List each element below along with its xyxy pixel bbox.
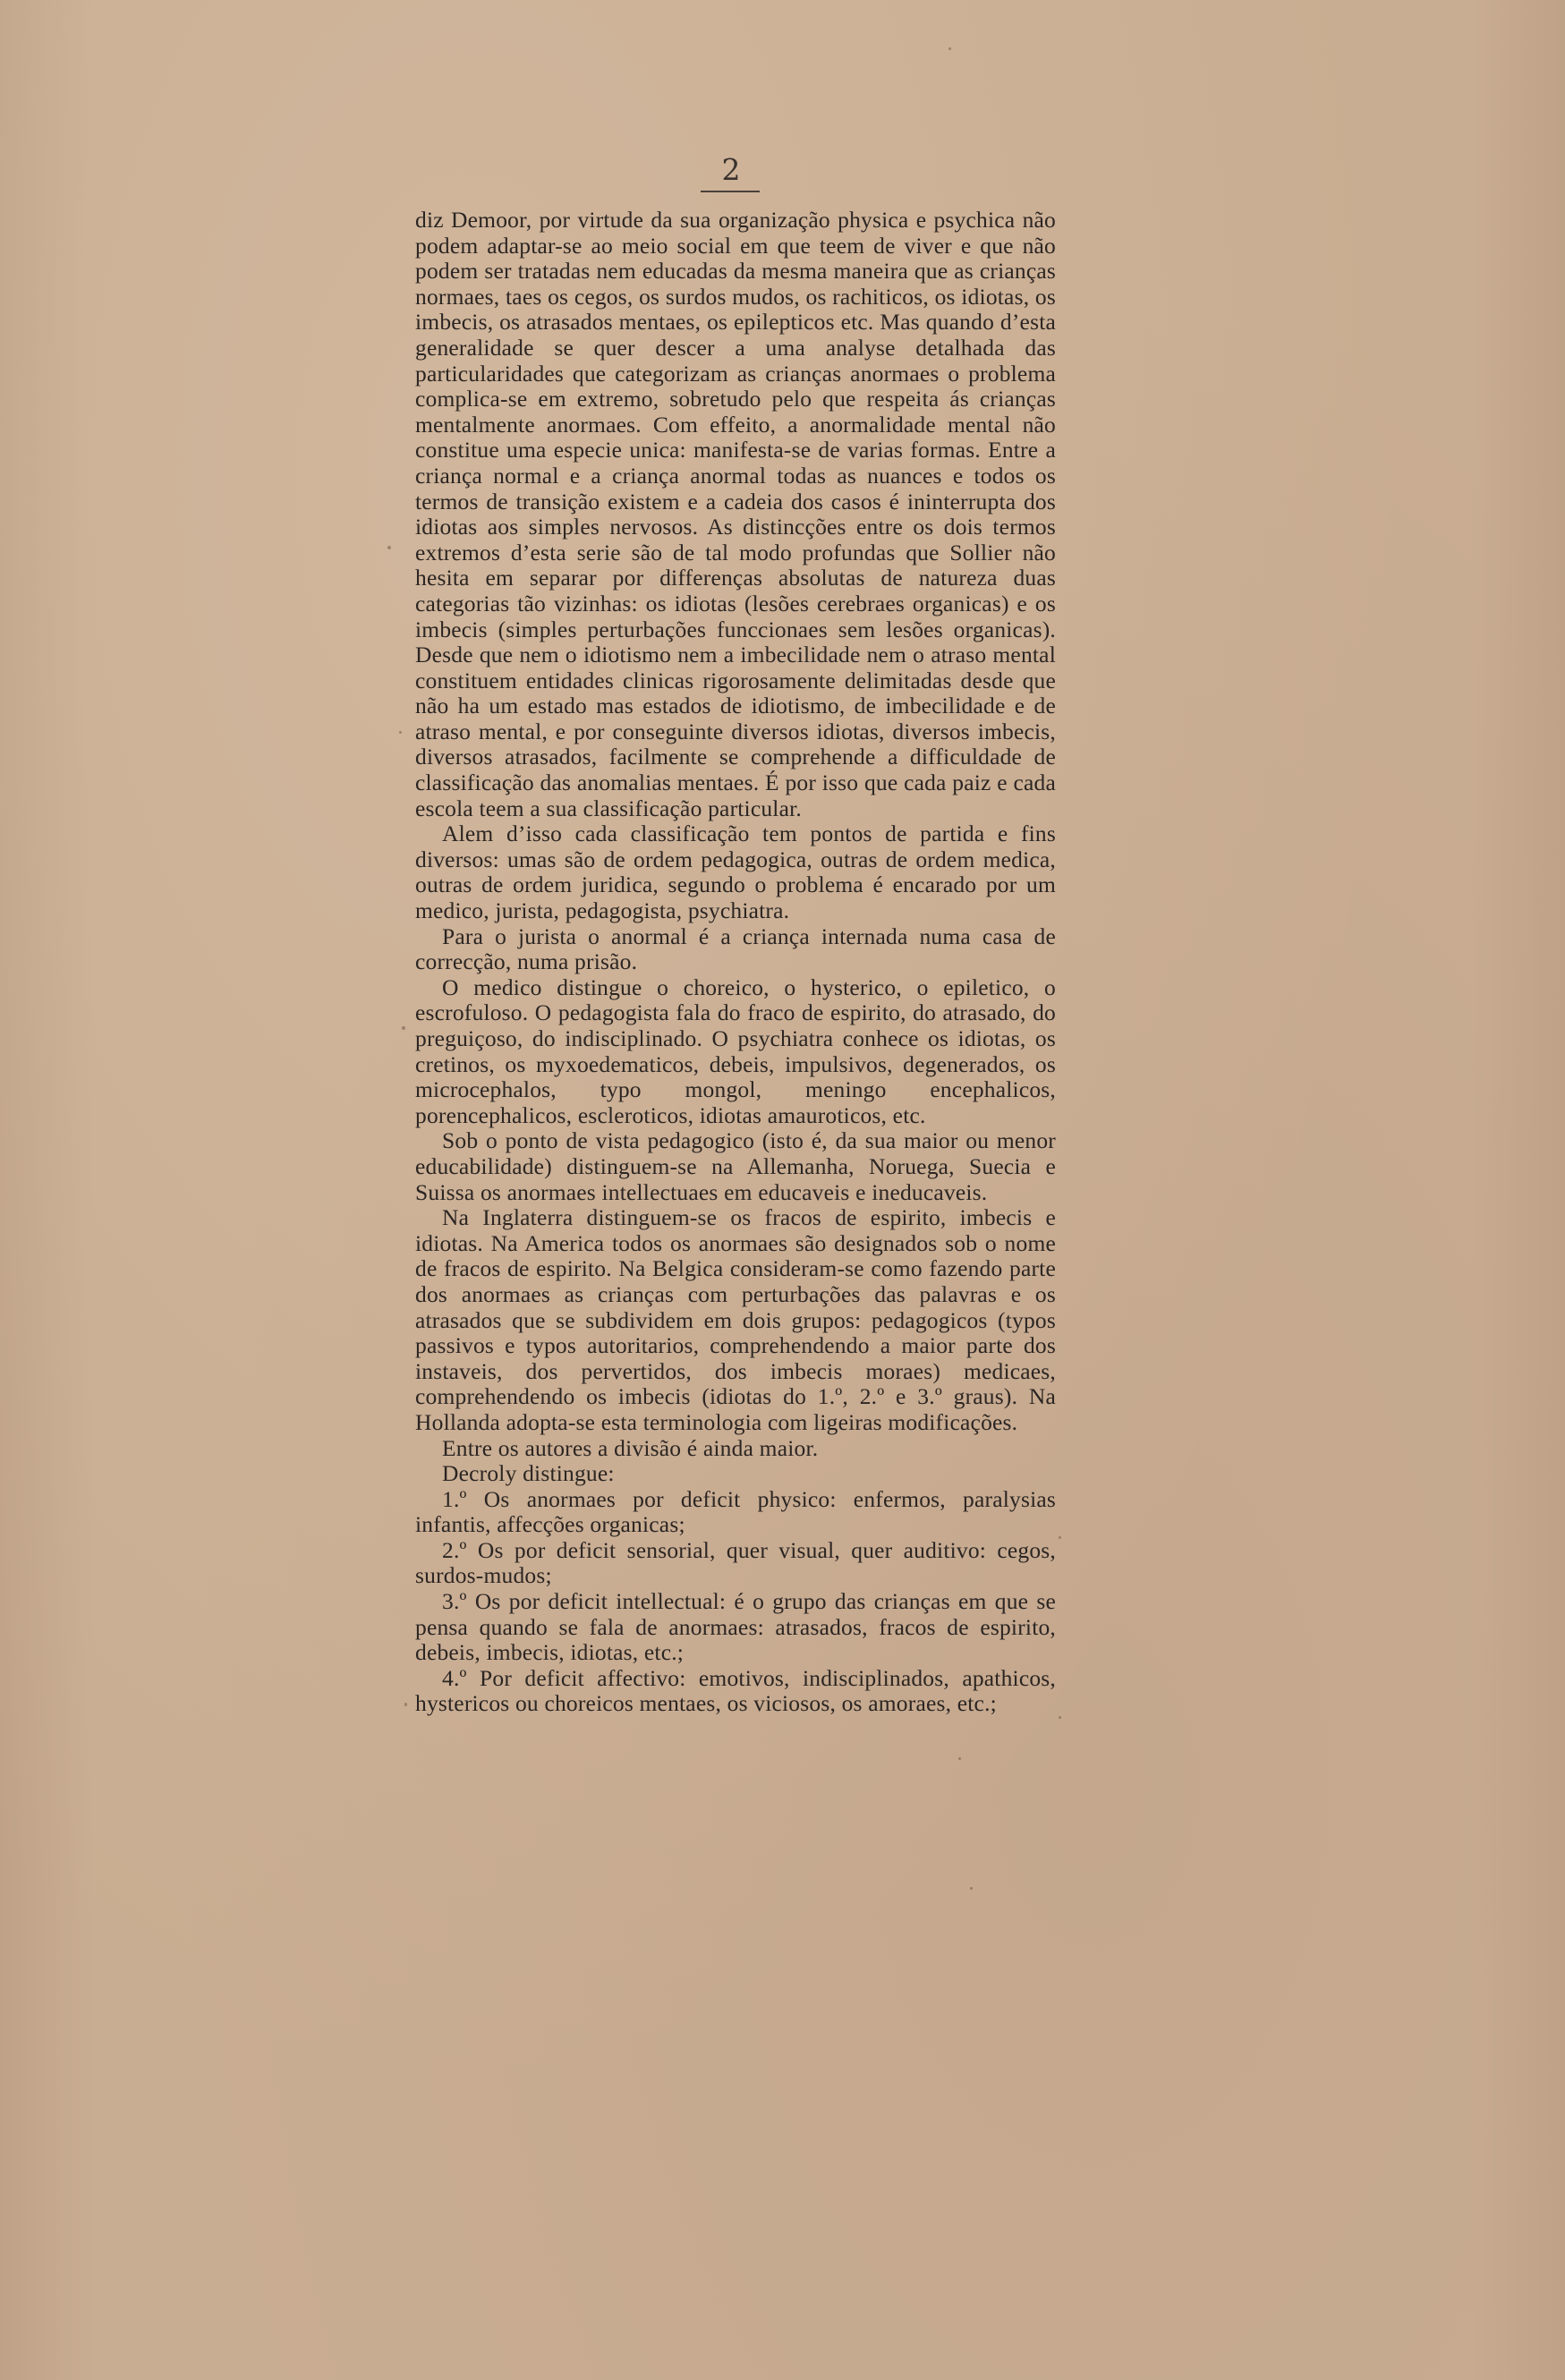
paragraph-decroly: Decroly distingue:	[442, 1460, 615, 1487]
page-number: 2	[721, 152, 741, 187]
paper-speck	[402, 1026, 405, 1030]
list-item-2: 2.º Os por deficit sensorial, quer visual, quer auditivo: cegos, surdos-mudos;	[415, 1536, 1056, 1589]
paragraph-classification-purposes: Alem d’isso cada classificação tem pontos de partida e fins diversos: umas são de ordem pedagogica, outras de ordem medica, outras de ordem juridica, segundo o problema é encarado por um medico, jurista, pedagogista, psychiatra.	[415, 820, 1056, 924]
paragraph-continuation: diz Demoor, por virtude da sua organização physica e psychica não podem adaptar-se ao meio social em que teem de viver e que não podem ser tratadas nem educadas da mesma maneira que as crianças normaes, taes os cegos, os surdos mudos, os rachiticos, os idiotas, os imbecis, os atrasados mentaes, os epilepticos etc. Mas quando d’esta generalidade se quer descer a uma analyse detalhada das particularidades que categorizam as crianças anormaes o problema complica-se em extremo, sobretudo pelo que respeita ás crianças mentalmente anormaes. Com effeito, a anormalidade mental não constitue uma especie unica: manifesta-se de varias formas. Entre a criança normal e a criança anormal todas as nuances e todos os termos de transição existem e a cadeia dos casos é ininterrupta dos idiotas aos simples nervosos. As distincções entre os dois termos extremos d’esta serie são de tal modo profundas que Sollier não hesita em separar por differenças absolutas de natureza duas categorias tão vizinhas: os idiotas (lesões cerebraes organicas) e os imbecis (simples perturbações funccionaes sem lesões organicas). Desde que nem o idiotismo nem a imbecilidade nem o atraso mental constituem entidades clinicas rigorosamente delimitadas desde que não ha um estado mas estados de idiotismo, de imbecilidade e de atraso mental, e por conseguinte diversos idiotas, diversos imbecis, diversos atrasados, facilmente se comprehende a difficuldade de classificação das anomalias mentaes. É por isso que cada paiz e cada escola teem a sua classificação particular.	[415, 207, 1056, 821]
page-number-rule	[701, 191, 760, 192]
paragraph-pedagogic-view: Sob o ponto de vista pedagogico (isto é, da sua maior ou menor educabilidade) distinguem-se na Allemanha, Noruega, Suecia e Suissa os anormaes intellectuaes em educaveis e ineducaveis.	[415, 1127, 1056, 1205]
paper-speck	[970, 1887, 973, 1890]
paragraph-jurist: Para o jurista o anormal é a criança internada numa casa de correcção, numa prisão.	[415, 922, 1056, 975]
paragraph-authors: Entre os autores a divisão é ainda maior.	[442, 1434, 819, 1461]
paper-speck	[1059, 1536, 1061, 1539]
paper-speck	[948, 47, 951, 50]
paragraph-countries: Na Inglaterra distinguem-se os fracos de espirito, imbecis e idiotas. Na America todos os anormaes são designados sob o nome de fracos de espirito. Na Belgica consideram-se como fazendo parte dos anormaes as crianças com perturbações das palavras e os atrasados que se subdividem em dois grupos: pedagogicos (typos passivos e typos autoritarios, comprehendendo a maior parte dos instaveis, dos pervertidos, dos imbecis moraes) medicaes, comprehendendo os imbecis (idiotas do 1.º, 2.º e 3.º graus). Na Hollanda adopta-se esta terminologia com ligeiras modificações.	[415, 1204, 1056, 1435]
paper-speck	[958, 1757, 961, 1760]
list-item-3: 3.º Os por deficit intellectual: é o grupo das crianças em que se pensa quando se fala de anormaes: atrasados, fracos de espirito, debeis, imbecis, idiotas, etc.;	[415, 1588, 1056, 1666]
paper-speck	[399, 731, 402, 734]
list-item-4: 4.º Por deficit affectivo: emotivos, indisciplinados, apathicos, hystericos ou choreicos mentaes, os viciosos, os amoraes, etc.;	[415, 1664, 1056, 1717]
paper-speck	[1059, 1716, 1061, 1719]
list-item-1: 1.º Os anormaes por deficit physico: enfermos, paralysias infantis, affecções organicas;	[415, 1485, 1056, 1538]
paper-speck	[387, 546, 391, 549]
paragraph-medico: O medico distingue o choreico, o hysterico, o epiletico, o escrofuloso. O pedagogista fala do fraco de espirito, do atrasado, do preguiçoso, do indisciplinado. O psychiatra conhece os idiotas, os cretinos, os myxoedematicos, debeis, impulsivos, degenerados, os microcephalos, typo mongol, meningo encephalicos, porencephalicos, escleroticos, idiotas amauroticos, etc.	[415, 973, 1056, 1128]
paper-speck	[404, 1703, 407, 1706]
body-text	[415, 208, 1056, 1717]
